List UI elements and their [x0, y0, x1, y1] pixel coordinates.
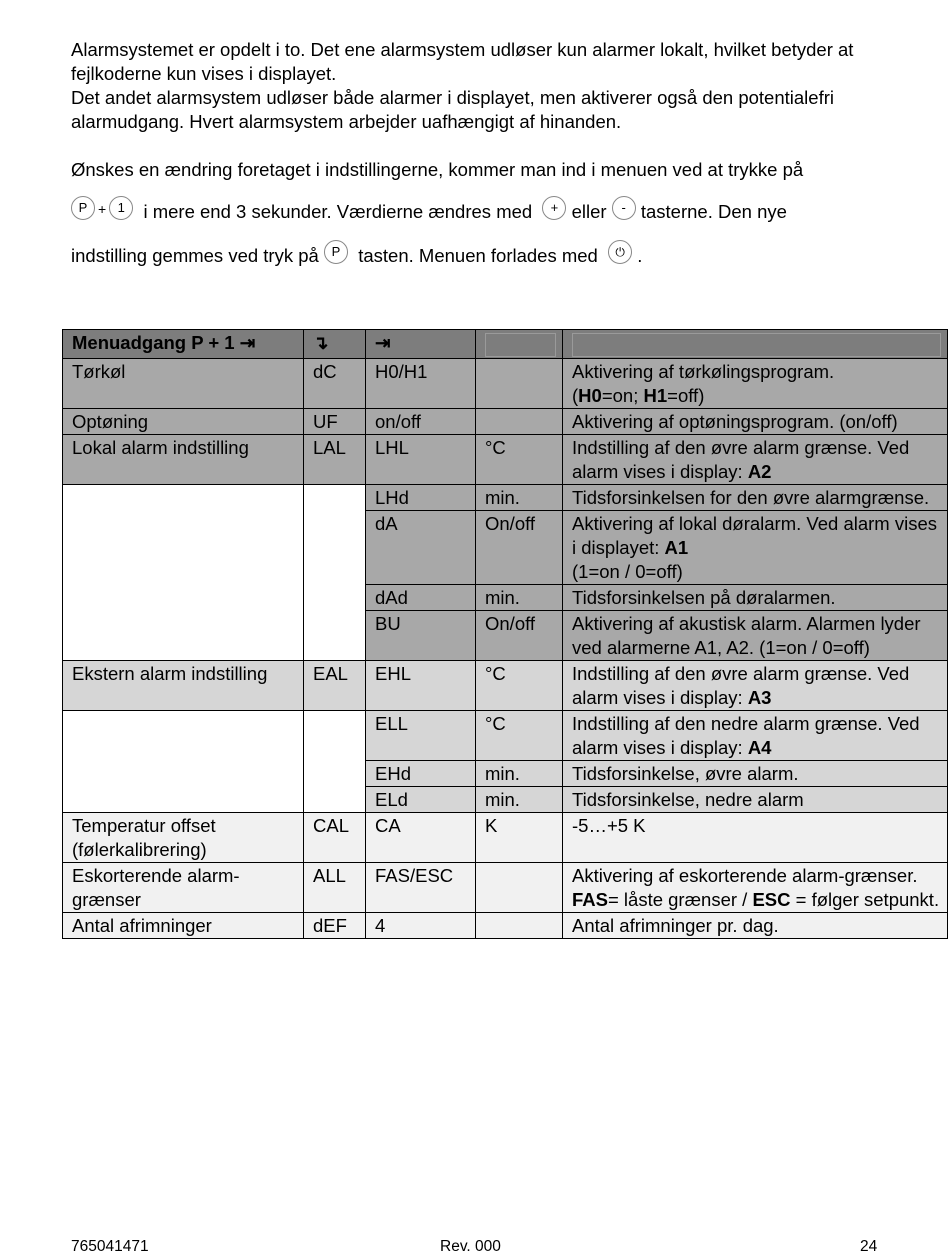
intro-text-3c: tasterne. Den nye — [640, 201, 787, 222]
desc-text: Aktivering af eskorterende alarm-grænser. — [572, 865, 918, 886]
key-plus-icon: + — [542, 196, 566, 220]
cell-function: Optøning — [63, 409, 304, 435]
cell-unit: K — [476, 813, 563, 863]
cell-unit: °C — [476, 711, 563, 761]
desc-text: =on; — [601, 385, 644, 406]
table-row — [63, 913, 948, 939]
desc-text: Indstilling af den øvre alarm grænse. Ved alarm vises i display: — [572, 437, 910, 482]
cell-unit: On/off — [476, 611, 563, 661]
cell-code: LAL — [304, 435, 366, 485]
cell-description — [563, 711, 948, 761]
cell-code: dC — [304, 359, 366, 409]
cell-parameter: EHd — [366, 761, 476, 787]
intro-text-3b: eller — [571, 201, 607, 222]
header-inner-box — [485, 333, 556, 357]
intro-text-1: Alarmsystemet er opdelt i to. Det ene alarmsystem udløser kun alarmer lokalt, hvilket betyder at fejlkoderne kun vises i displayet. — [71, 39, 854, 84]
table-row — [63, 435, 948, 485]
cell-description: Tidsforsinkelsen på døralarmen. — [563, 585, 948, 611]
cell-unit — [476, 359, 563, 409]
cell-parameter: H0/H1 — [366, 359, 476, 409]
cell-unit: On/off — [476, 511, 563, 585]
cell-parameter: dA — [366, 511, 476, 585]
cell-code: UF — [304, 409, 366, 435]
table-row — [63, 661, 948, 711]
desc-bold: A1 — [664, 537, 689, 558]
desc-bold: H1 — [643, 385, 668, 406]
cell-description: Tidsforsinkelse, nedre alarm — [563, 787, 948, 813]
header-cell-empty-2 — [563, 330, 948, 359]
intro-paragraph-2 — [71, 158, 931, 182]
intro-paragraph-3 — [71, 196, 931, 224]
cell-unit: °C — [476, 435, 563, 485]
desc-text: ( — [572, 385, 579, 406]
desc-text: =off) — [667, 385, 705, 406]
cell-parameter: ELL — [366, 711, 476, 761]
table-row — [63, 711, 948, 761]
cell-unit: min. — [476, 761, 563, 787]
cell-unit: min. — [476, 585, 563, 611]
cell-parameter: BU — [366, 611, 476, 661]
cell-description — [563, 863, 948, 913]
key-minus-icon: - — [612, 196, 636, 220]
desc-text: Indstilling af den øvre alarm grænse. Ved alarm vises i display: — [572, 663, 910, 708]
cell-parameter: LHL — [366, 435, 476, 485]
footer-page-number: 24 — [860, 1238, 878, 1255]
cell-unit: °C — [476, 661, 563, 711]
desc-text: = låste grænser / — [607, 889, 753, 910]
cell-blank — [304, 485, 366, 661]
desc-text: Indstilling af den nedre alarm grænse. Ved alarm vises i display: — [572, 713, 920, 758]
header-cell-menu: Menuadgang P + 1 ⇥ — [63, 330, 304, 359]
table-row — [63, 409, 948, 435]
cell-blank — [304, 711, 366, 813]
cell-code: EAL — [304, 661, 366, 711]
header-inner-box — [572, 333, 941, 357]
desc-bold: A4 — [747, 737, 772, 758]
header-cell-empty-1 — [476, 330, 563, 359]
key-plus-separator: + — [98, 201, 107, 217]
table-row — [63, 863, 948, 913]
key-1-icon: 1 — [109, 196, 133, 220]
cell-parameter: on/off — [366, 409, 476, 435]
table-header-row — [63, 330, 948, 359]
header-cell-enter: ↴ — [304, 330, 366, 359]
cell-function: Lokal alarm indstilling — [63, 435, 304, 485]
footer-revision: Rev. 000 — [440, 1238, 501, 1255]
desc-bold: FAS — [572, 889, 608, 910]
cell-unit: min. — [476, 787, 563, 813]
intro-text-4a: indstilling gemmes ved tryk på — [71, 245, 319, 266]
desc-text: Aktivering af tørkølingsprogram. — [572, 361, 835, 382]
cell-function: Eskorterende alarm-grænser — [63, 863, 304, 913]
cell-function: Tørkøl — [63, 359, 304, 409]
cell-description: Tidsforsinkelsen for den øvre alarmgrænse. — [563, 485, 948, 511]
cell-parameter: LHd — [366, 485, 476, 511]
power-key-icon: ⏻ — [608, 240, 632, 264]
intro-text-4b: tasten. Menuen forlades med — [358, 245, 598, 266]
cell-description — [563, 359, 948, 409]
desc-bold: ESC — [752, 889, 791, 910]
cell-unit — [476, 409, 563, 435]
cell-description: Aktivering af akustisk alarm. Alarmen lyder ved alarmerne A1, A2. (1=on / 0=off) — [563, 611, 948, 661]
cell-parameter: EHL — [366, 661, 476, 711]
intro-text-3a: i mere end 3 sekunder. Værdierne ændres med — [143, 201, 533, 222]
cell-parameter: 4 — [366, 913, 476, 939]
cell-parameter: FAS/ESC — [366, 863, 476, 913]
cell-description: Antal afrimninger pr. dag. — [563, 913, 948, 939]
cell-description: -5…+5 K — [563, 813, 948, 863]
cell-parameter: CA — [366, 813, 476, 863]
desc-bold: A3 — [747, 687, 772, 708]
desc-bold: A2 — [747, 461, 772, 482]
key-p2-icon: P — [324, 240, 348, 264]
footer-doc-number: 765041471 — [71, 1238, 149, 1255]
desc-bold: H0 — [578, 385, 602, 406]
cell-function: Antal afrimninger — [63, 913, 304, 939]
cell-description — [563, 435, 948, 485]
intro-text-2: Ønskes en ændring foretaget i indstillingerne, kommer man ind i menuen ved at trykke på — [71, 159, 804, 180]
cell-code: ALL — [304, 863, 366, 913]
cell-code: CAL — [304, 813, 366, 863]
desc-text: (1=on / 0=off) — [572, 561, 683, 582]
cell-unit — [476, 913, 563, 939]
header-cell-next: ⇥ — [366, 330, 476, 359]
cell-description — [563, 511, 948, 585]
cell-blank — [63, 711, 304, 813]
table-row — [63, 359, 948, 409]
cell-description: Tidsforsinkelse, øvre alarm. — [563, 761, 948, 787]
intro-text-1b: Det andet alarmsystem udløser både alarmer i displayet, men aktiverer også den potentialefri alarmudgang. Hvert alarmsystem arbejder uafhængigt af hinanden. — [71, 87, 834, 132]
cell-parameter: ELd — [366, 787, 476, 813]
cell-blank — [63, 485, 304, 661]
cell-unit — [476, 863, 563, 913]
desc-text: = følger setpunkt. — [790, 889, 940, 910]
intro-paragraph-1 — [71, 38, 931, 134]
table-row — [63, 485, 948, 511]
intro-paragraph-4 — [71, 240, 931, 268]
cell-code: dEF — [304, 913, 366, 939]
cell-function: Ekstern alarm indstilling — [63, 661, 304, 711]
cell-function: Temperatur offset (følerkalibrering) — [63, 813, 304, 863]
cell-unit: min. — [476, 485, 563, 511]
cell-description — [563, 661, 948, 711]
table-row — [63, 813, 948, 863]
cell-description: Aktivering af optøningsprogram. (on/off) — [563, 409, 948, 435]
cell-parameter: dAd — [366, 585, 476, 611]
intro-text-4c: . — [637, 245, 643, 266]
menu-table — [62, 329, 948, 939]
key-p-icon: P — [71, 196, 95, 220]
desc-text: Aktivering af lokal døralarm. Ved alarm vises i displayet: — [572, 513, 937, 558]
